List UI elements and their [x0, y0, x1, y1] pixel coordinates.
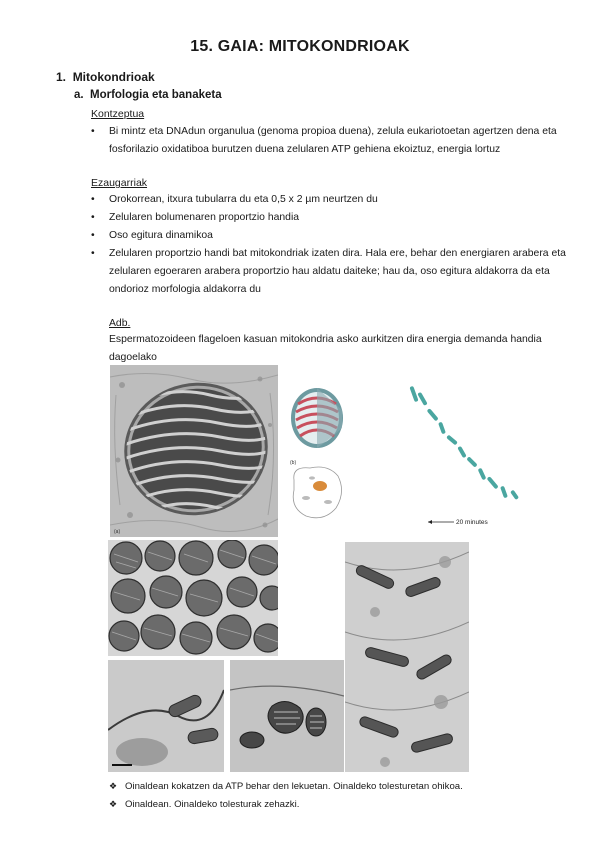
caption-item	[109, 778, 463, 796]
em-membrane-region-image	[108, 660, 224, 772]
list-item: • Orokorrean, itxura tubularra du eta 0,5 x 2 µm neurtzen du	[91, 191, 571, 209]
example-text: Espermatozoideen flageloen kasuan mitokondria asko aurkitzen dira energia demanda handia dagoelako	[109, 334, 542, 363]
list-item: • Zelularen proportzio handi bat mitokondriak izaten dira. Hala ere, behar den energiaren arabera eta zelularen egoeraren arabera proportzio hau aldatu daiteke; hau da, oso egitura aldakorra da eta ondorioz morfologia aldakorra du	[91, 245, 571, 299]
em-folded-mitochondria-image	[230, 660, 344, 772]
kontzeptua-heading: Kontzeptua	[91, 108, 145, 120]
list-item: • Oso egitura dinamikoa	[91, 227, 571, 245]
fluorescence-timelapse-image	[406, 376, 524, 528]
panel-label-a: (a)	[114, 529, 121, 535]
kontzeptua-list	[91, 123, 571, 159]
caption-text: Oinaldean. Oinaldeko tolesturak zehazki.	[125, 799, 300, 810]
list-item: • Bi mintz eta DNAdun organulua (genoma propioa duena), zelula eukariotoetan agertzen dena eta fosforilazio oxidatiboa burutzen duena zelularen ATP gehiena ekoiztuz, energia lortuz	[91, 123, 571, 159]
subsection-letter: a.	[74, 89, 84, 101]
time-label: 20 minutes	[456, 519, 488, 526]
ezaugarriak-heading: Ezaugarriak	[91, 177, 148, 189]
diamond-bullet-icon: ❖	[109, 800, 118, 810]
subsection-heading	[74, 89, 222, 101]
diamond-bullet-icon: ❖	[109, 782, 118, 792]
mitochondrion-diagram-image	[284, 370, 350, 528]
em-elongated-mitochondria-image	[345, 542, 469, 772]
caption-text: Oinaldean kokatzen da ATP behar den lekuetan. Oinaldeko tolesturetan ohikoa.	[125, 781, 463, 792]
section-heading	[56, 70, 155, 84]
example-label: Adb.	[109, 318, 131, 329]
panel-label-b: (b)	[290, 460, 297, 466]
figure-captions	[109, 778, 463, 814]
section-title: Mitokondrioak	[72, 70, 155, 84]
list-item: • Zelularen bolumenaren proportzio handia	[91, 209, 571, 227]
ezaugarriak-list	[91, 191, 571, 299]
em-mitochondrion-image	[110, 365, 278, 537]
section-number: 1.	[56, 70, 67, 84]
em-mitochondria-cluster-image	[108, 540, 278, 656]
caption-item	[109, 796, 463, 814]
page-title: 15. GAIA: MITOKONDRIOAK	[190, 38, 410, 55]
subsection-title: Morfologia eta banaketa	[89, 89, 222, 101]
